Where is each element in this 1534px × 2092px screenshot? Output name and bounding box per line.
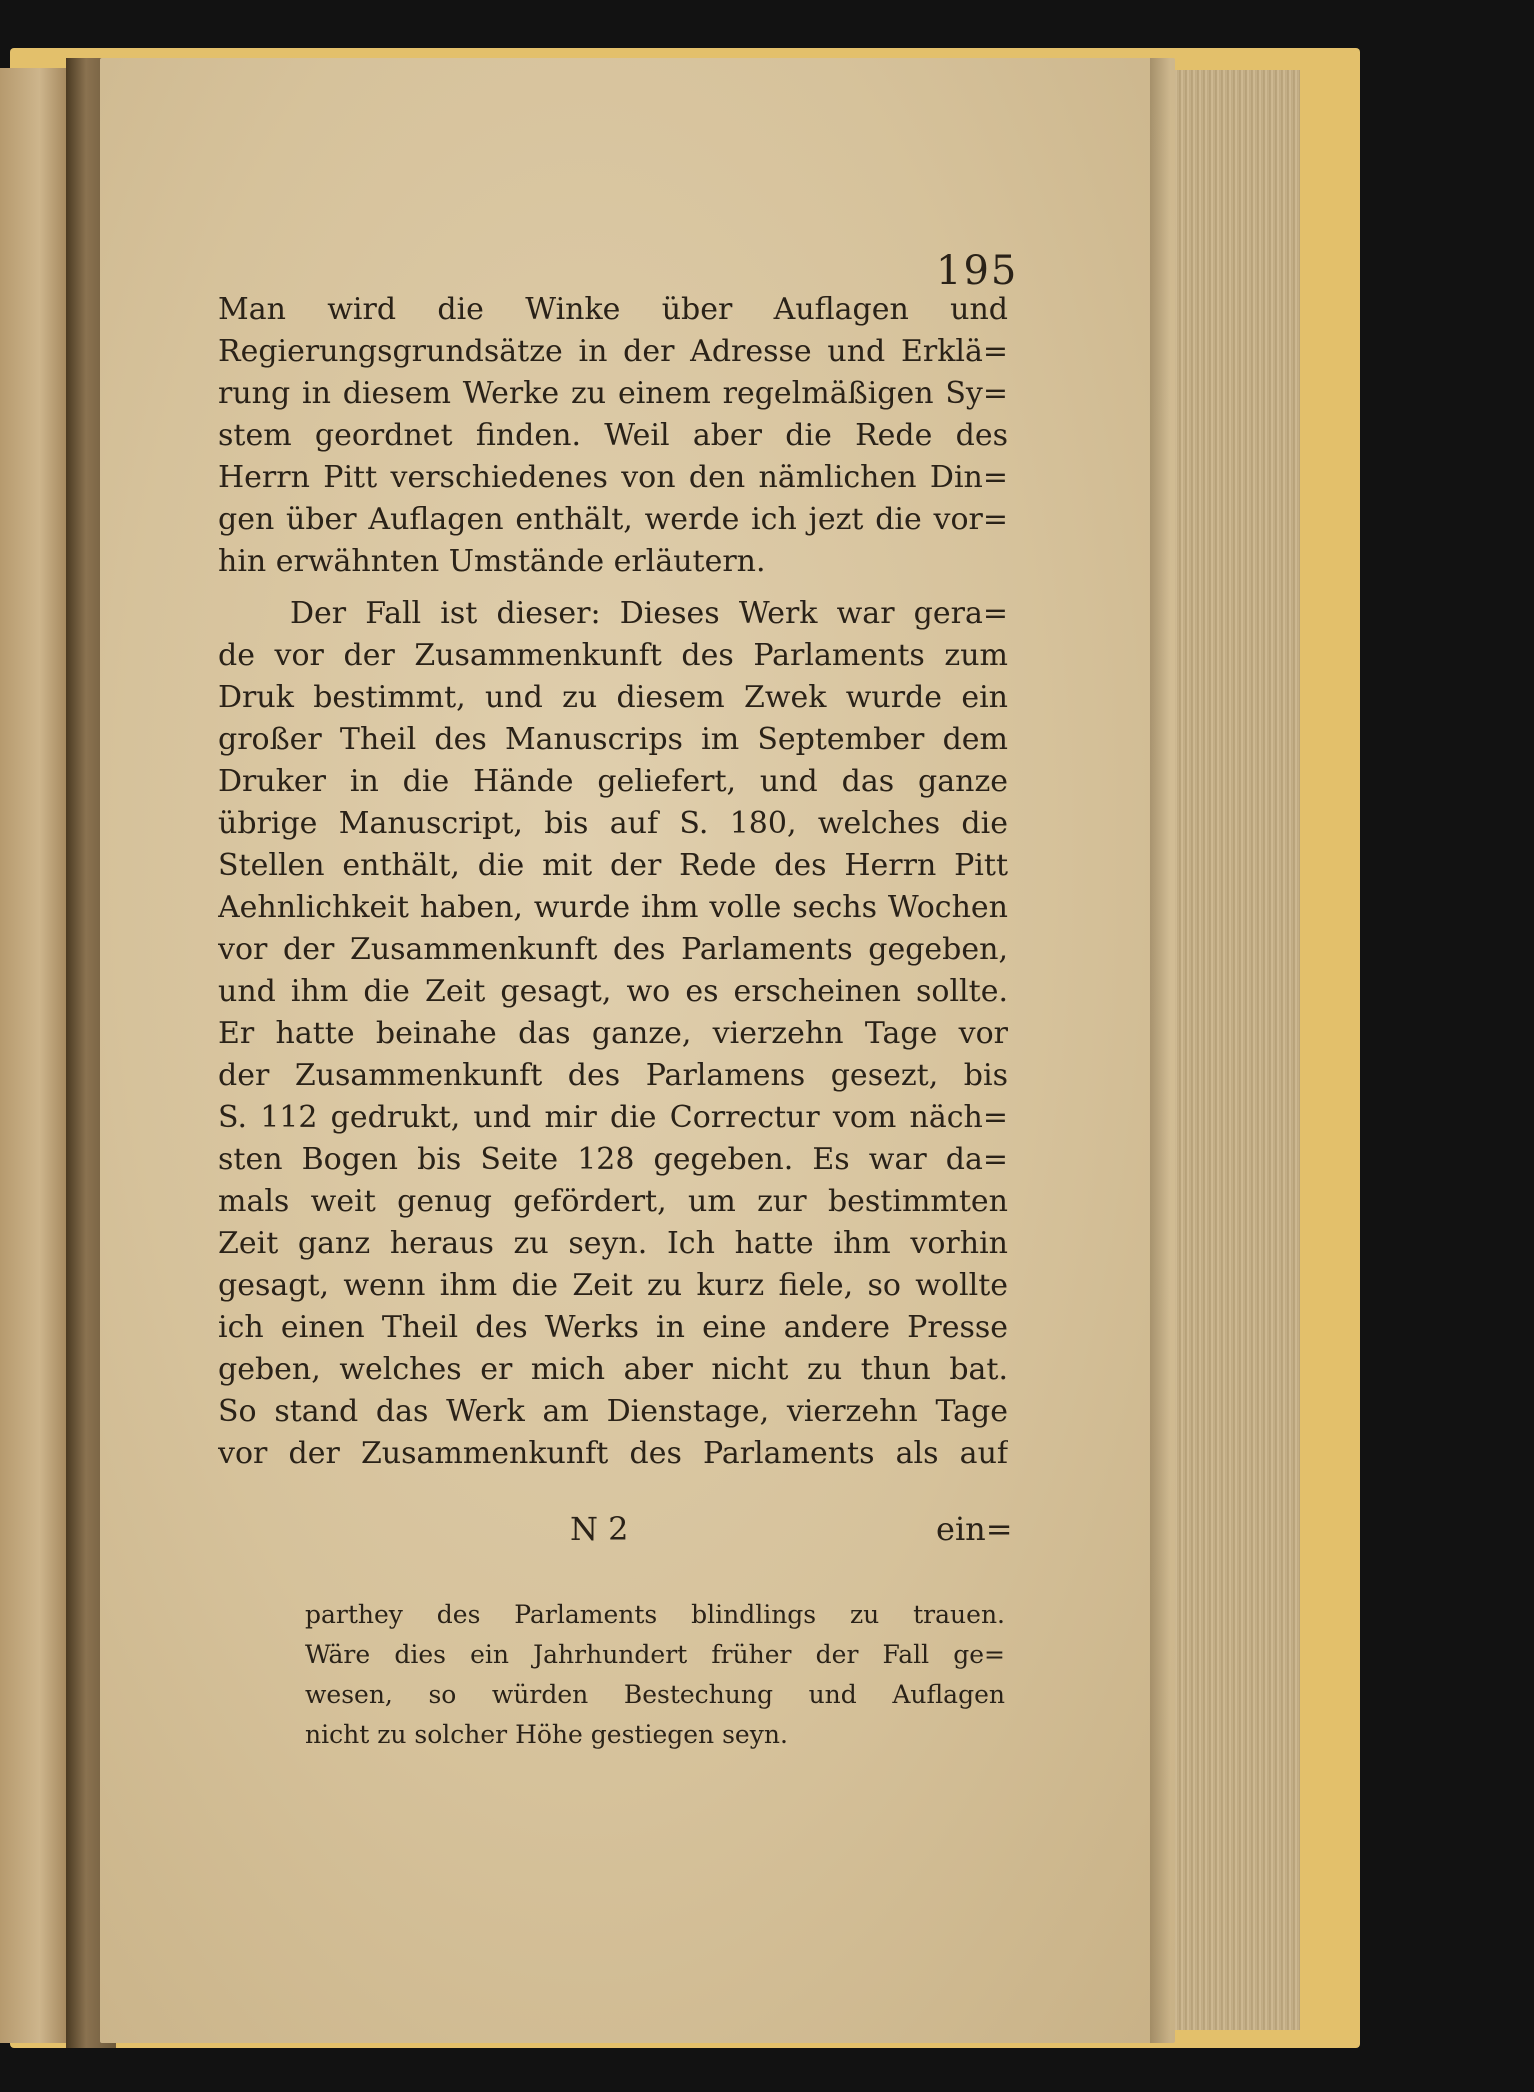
footnote-line: nicht zu solcher Höhe gestiegen seyn. [305,1720,788,1749]
text-line: geben, welches er mich aber nicht zu thun bat. [218,1352,1008,1387]
text-line: Der Fall ist dieser: Dieses Werk war gera= [290,596,1008,631]
footnote-line: Wäre dies ein Jahrhundert früher der Fall ge= [305,1640,1005,1669]
text-line: ich einen Theil des Werks in eine andere Presse [218,1310,1008,1345]
text-line: übrige Manuscript, bis auf S. 180, welches die [218,806,1008,841]
facing-page-edge [0,68,66,2043]
text-line: rung in diesem Werke zu einem regelmäßigen Sy= [218,376,1008,411]
text-line: Stellen enthält, die mit der Rede des Herrn Pitt [218,848,1008,883]
text-line: vor der Zusammenkunft des Parlaments als auf [218,1436,1008,1471]
text-line: Druker in die Hände geliefert, und das ganze [218,764,1008,799]
text-line: gen über Auflagen enthält, werde ich jezt die vor= [218,502,1008,537]
text-line: mals weit genug gefördert, um zur bestimmten [218,1184,1008,1219]
text-line: So stand das Werk am Dienstage, vierzehn Tage [218,1394,1008,1429]
page-number: 195 [936,248,1019,294]
text-line: Er hatte beinahe das ganze, vierzehn Tage vor [218,1016,1008,1051]
text-line: Druk bestimmt, und zu diesem Zwek wurde ein [218,680,1008,715]
text-line: Zeit ganz heraus zu seyn. Ich hatte ihm vorhin [218,1226,1008,1261]
catchword: ein= [936,1510,1013,1548]
text-line: gesagt, wenn ihm die Zeit zu kurz fiele, so wollte [218,1268,1008,1303]
text-line: sten Bogen bis Seite 128 gegeben. Es war da= [218,1142,1008,1177]
text-line: Herrn Pitt verschiedenes von den nämlichen Din= [218,460,1008,495]
signature-mark: N 2 [570,1510,629,1548]
text-line: S. 112 gedrukt, und mir die Correctur vom näch= [218,1100,1008,1135]
text-line: stem geordnet finden. Weil aber die Rede des [218,418,1008,453]
text-line: vor der Zusammenkunft des Parlaments gegeben, [218,932,1008,967]
text-line: großer Theil des Manuscrips im September dem [218,722,1008,757]
text-line: Man wird die Winke über Auflagen und [218,292,1008,327]
footnote-line: parthey des Parlaments blindlings zu trauen. [305,1600,1005,1629]
page-edges [1160,70,1300,2030]
text-line: der Zusammenkunft des Parlamens gesezt, bis [218,1058,1008,1093]
text-line: de vor der Zusammenkunft des Parlaments zum [218,638,1008,673]
footnote-line: wesen, so würden Bestechung und Auflagen [305,1680,1005,1709]
text-line: Regierungsgrundsätze in der Adresse und Erklä= [218,334,1008,369]
text-line: Aehnlichkeit haben, wurde ihm volle sechs Wochen [218,890,1008,925]
page-edge-shadow [1150,58,1170,2043]
book-page [100,58,1175,2043]
text-line: hin erwähnten Umstände erläutern. [218,544,766,579]
text-line: und ihm die Zeit gesagt, wo es erscheinen sollte. [218,974,1008,1009]
